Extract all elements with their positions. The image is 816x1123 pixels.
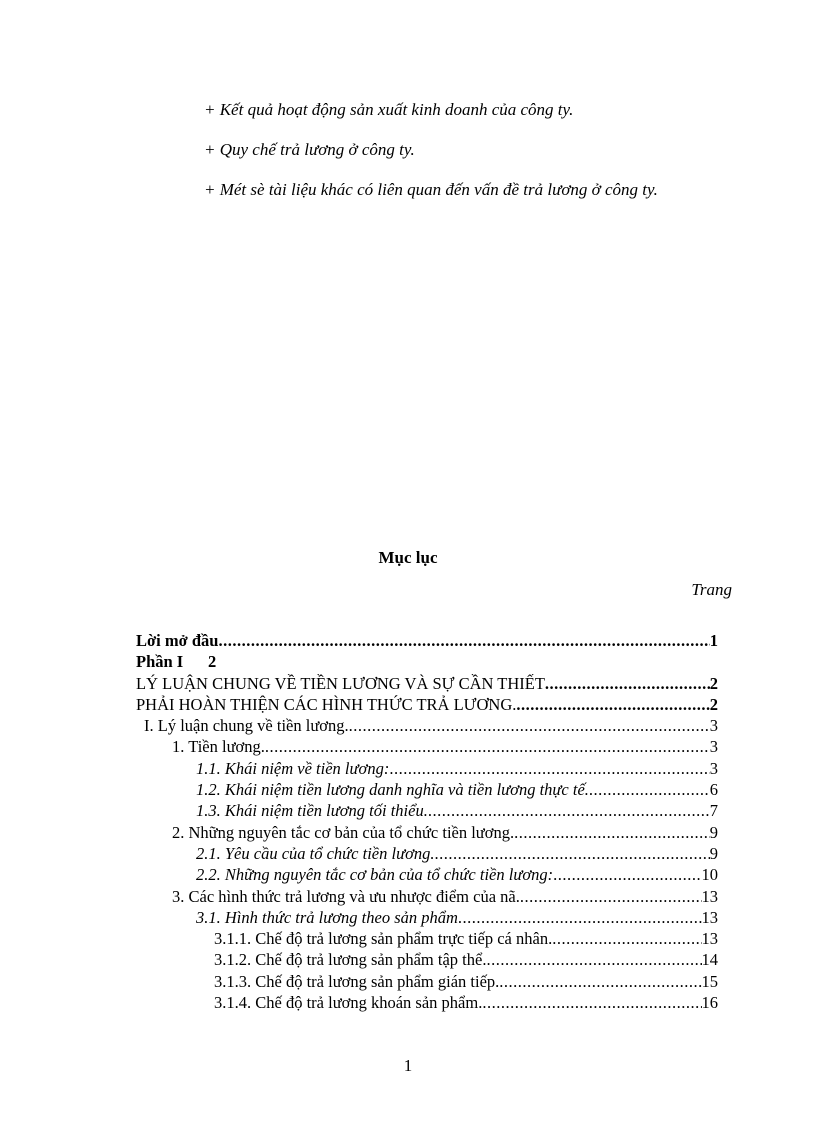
toc-entry[interactable]: 3.1.1. Chế độ trả lương sản phẩm trực tiếp cá nhân. ..... 13 <box>136 928 718 949</box>
source-list <box>204 100 658 220</box>
toc-entry[interactable]: 1.1. Khái niệm về tiền lương: ..... 3 <box>136 758 718 779</box>
toc-entry[interactable]: 2. Những nguyên tắc cơ bản của tổ chức tiền lương. ..... 9 <box>136 822 718 843</box>
page-number: 1 <box>403 1056 413 1075</box>
source-item: + Kết quả hoạt động sản xuất kinh doanh của công ty. <box>204 100 574 119</box>
toc-entry[interactable]: 3.1.2. Chế độ trả lương sản phẩm tập thể. ..... 14 <box>136 949 718 970</box>
toc-entry[interactable]: LÝ LUẬN CHUNG VỀ TIỀN LƯƠNG VÀ SỰ CẦN THIẾT ..... 2 <box>136 673 718 694</box>
toc-entry[interactable]: Lời mở đầu ..... 1 <box>136 630 718 651</box>
toc-entry[interactable]: 1.2. Khái niệm tiền lương danh nghĩa và tiền lương thực tế. ..... 6 <box>136 779 718 800</box>
toc-entry[interactable]: 3.1. Hình thức trả lương theo sản phẩm ..... 13 <box>136 907 718 928</box>
table-of-contents <box>136 630 718 1013</box>
toc-entry[interactable]: PHẢI HOÀN THIỆN CÁC HÌNH THỨC TRẢ LƯƠNG. ..... 2 <box>136 694 718 715</box>
toc-entry[interactable]: Phần I 2 <box>136 652 217 672</box>
toc-entry[interactable]: I. Lý luận chung về tiền lương. ..... 3 <box>136 715 718 736</box>
source-item: + Mét sè tài liệu khác có liên quan đến vấn đề trả lương ở công ty. <box>204 180 658 199</box>
toc-entry[interactable]: 3.1.3. Chế độ trả lương sản phẩm gián tiếp. ..... 15 <box>136 971 718 992</box>
toc-entry[interactable]: 3. Các hình thức trả lương và ưu nhược điểm của nã. ..... 13 <box>136 886 718 907</box>
toc-entry[interactable]: 1.3. Khái niệm tiền lương tối thiểu. ..... 7 <box>136 800 718 821</box>
toc-entry[interactable]: 2.2. Những nguyên tắc cơ bản của tổ chức tiền lương: ..... 10 <box>136 864 718 885</box>
source-item: + Quy chế trả lương ở công ty. <box>204 140 415 159</box>
toc-page-column-label: Trang <box>691 580 732 599</box>
toc-entry[interactable]: 2.1. Yêu cầu của tổ chức tiền lương. ..... 9 <box>136 843 718 864</box>
toc-entry[interactable]: 3.1.4. Chế độ trả lương khoán sản phẩm. ..... 16 <box>136 992 718 1013</box>
toc-entry[interactable]: 1. Tiền lương. ..... 3 <box>136 736 718 757</box>
toc-title: Mục lục <box>378 548 438 567</box>
